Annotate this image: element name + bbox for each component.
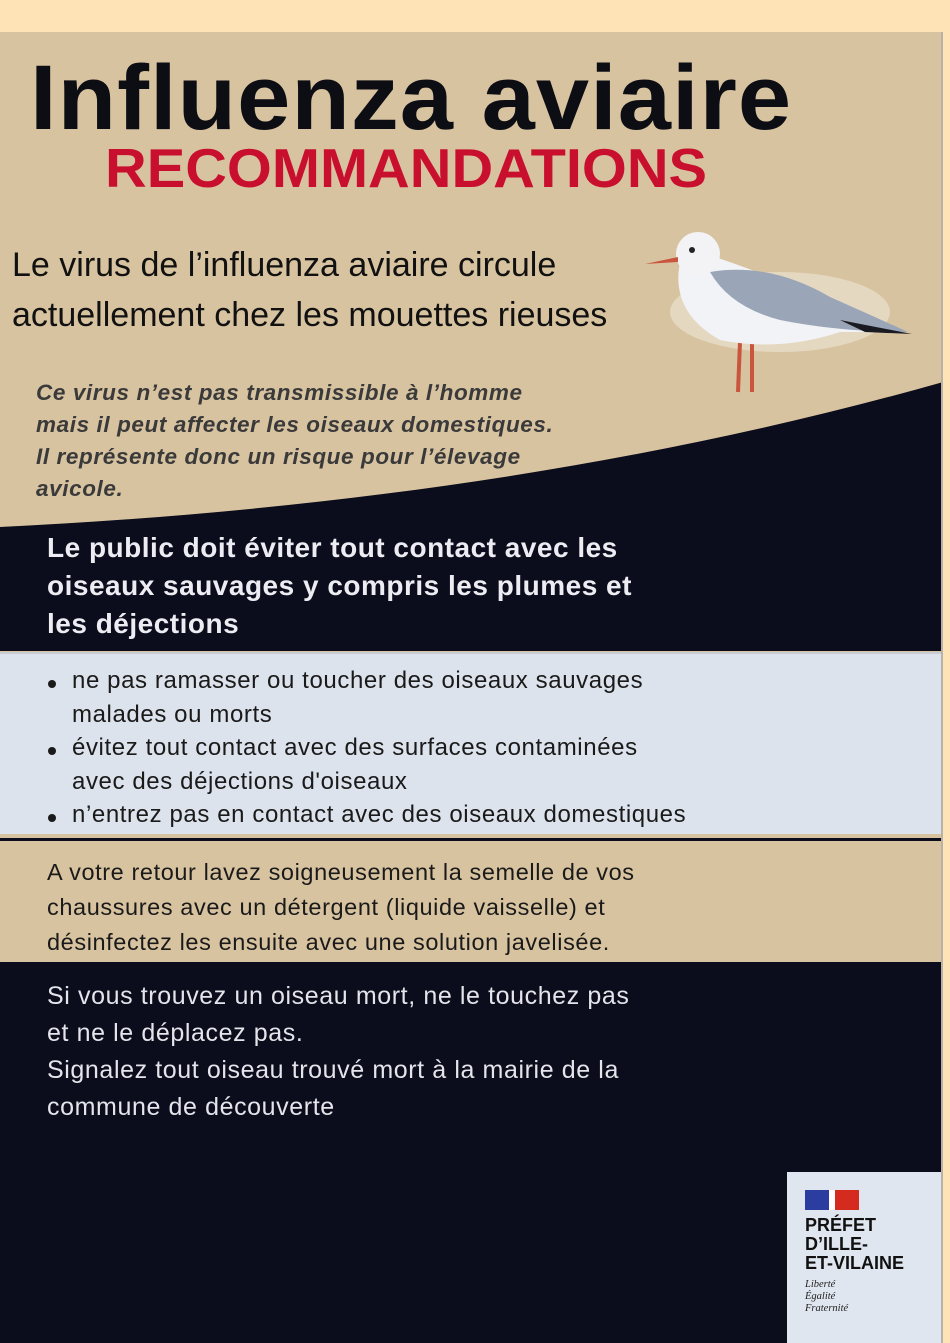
shoe-cleaning-text xyxy=(47,855,635,960)
prefecture-logo xyxy=(787,1172,943,1343)
intro-line: Le virus de l’influenza aviaire circule xyxy=(12,246,557,284)
line: désinfectez les ensuite avec une solution javelisée. xyxy=(47,929,610,955)
line: Liberté xyxy=(805,1279,836,1290)
marianne-flag-icon xyxy=(805,1190,859,1210)
line: et ne le déplacez pas. xyxy=(47,1019,304,1047)
page-subtitle: RECOMMANDATIONS xyxy=(105,137,708,199)
public-warning-text xyxy=(47,529,632,643)
list-item xyxy=(48,731,686,798)
line: ne pas ramasser ou toucher des oiseaux sauvages xyxy=(72,667,644,694)
line: Égalité xyxy=(805,1291,836,1302)
line: Fraternité xyxy=(805,1303,849,1314)
line: les déjections xyxy=(47,608,240,639)
line: Le public doit éviter tout contact avec les xyxy=(47,532,618,563)
republic-motto xyxy=(805,1279,943,1315)
line: n’entrez pas en contact avec des oiseaux domestiques xyxy=(72,801,687,828)
line: ET-VILAINE xyxy=(805,1253,905,1273)
shoe-cleaning-section xyxy=(0,838,943,962)
intro-text xyxy=(12,240,607,340)
line: évitez tout contact avec des surfaces contaminées xyxy=(72,734,638,761)
intro-line: actuellement chez les mouettes rieuses xyxy=(12,296,608,334)
recommendations-list xyxy=(48,664,686,832)
public-warning-section xyxy=(0,527,943,651)
note-line: avicole. xyxy=(36,476,124,501)
gull-image xyxy=(640,202,920,402)
recommendations-list-section xyxy=(0,652,943,834)
line: malades ou morts xyxy=(72,700,273,728)
note-line: mais il peut affecter les oiseaux domestiques. xyxy=(36,412,554,437)
line: chaussures avec un détergent (liquide vaisselle) et xyxy=(47,894,606,920)
line: D’ILLE- xyxy=(805,1234,868,1254)
page-title: Influenza aviaire xyxy=(30,47,793,149)
line: oiseaux sauvages y compris les plumes et xyxy=(47,570,632,601)
line: commune de découverte xyxy=(47,1093,335,1121)
line: Si vous trouvez un oiseau mort, ne le touchez pas xyxy=(47,982,630,1010)
note-line: Ce virus n’est pas transmissible à l’homme xyxy=(36,380,523,405)
transmission-note xyxy=(36,377,553,505)
list-item xyxy=(48,664,686,731)
dead-bird-text xyxy=(47,978,630,1126)
list-item xyxy=(48,798,686,832)
line: PRÉFET xyxy=(805,1215,877,1235)
line: avec des déjections d'oiseaux xyxy=(72,767,408,795)
poster xyxy=(0,32,943,1343)
note-line: Il représente donc un risque pour l’élevage xyxy=(36,444,521,469)
line: A votre retour lavez soigneusement la semelle de vos xyxy=(47,859,635,885)
line: Signalez tout oiseau trouvé mort à la mairie de la xyxy=(47,1056,619,1084)
prefecture-name xyxy=(805,1216,943,1273)
